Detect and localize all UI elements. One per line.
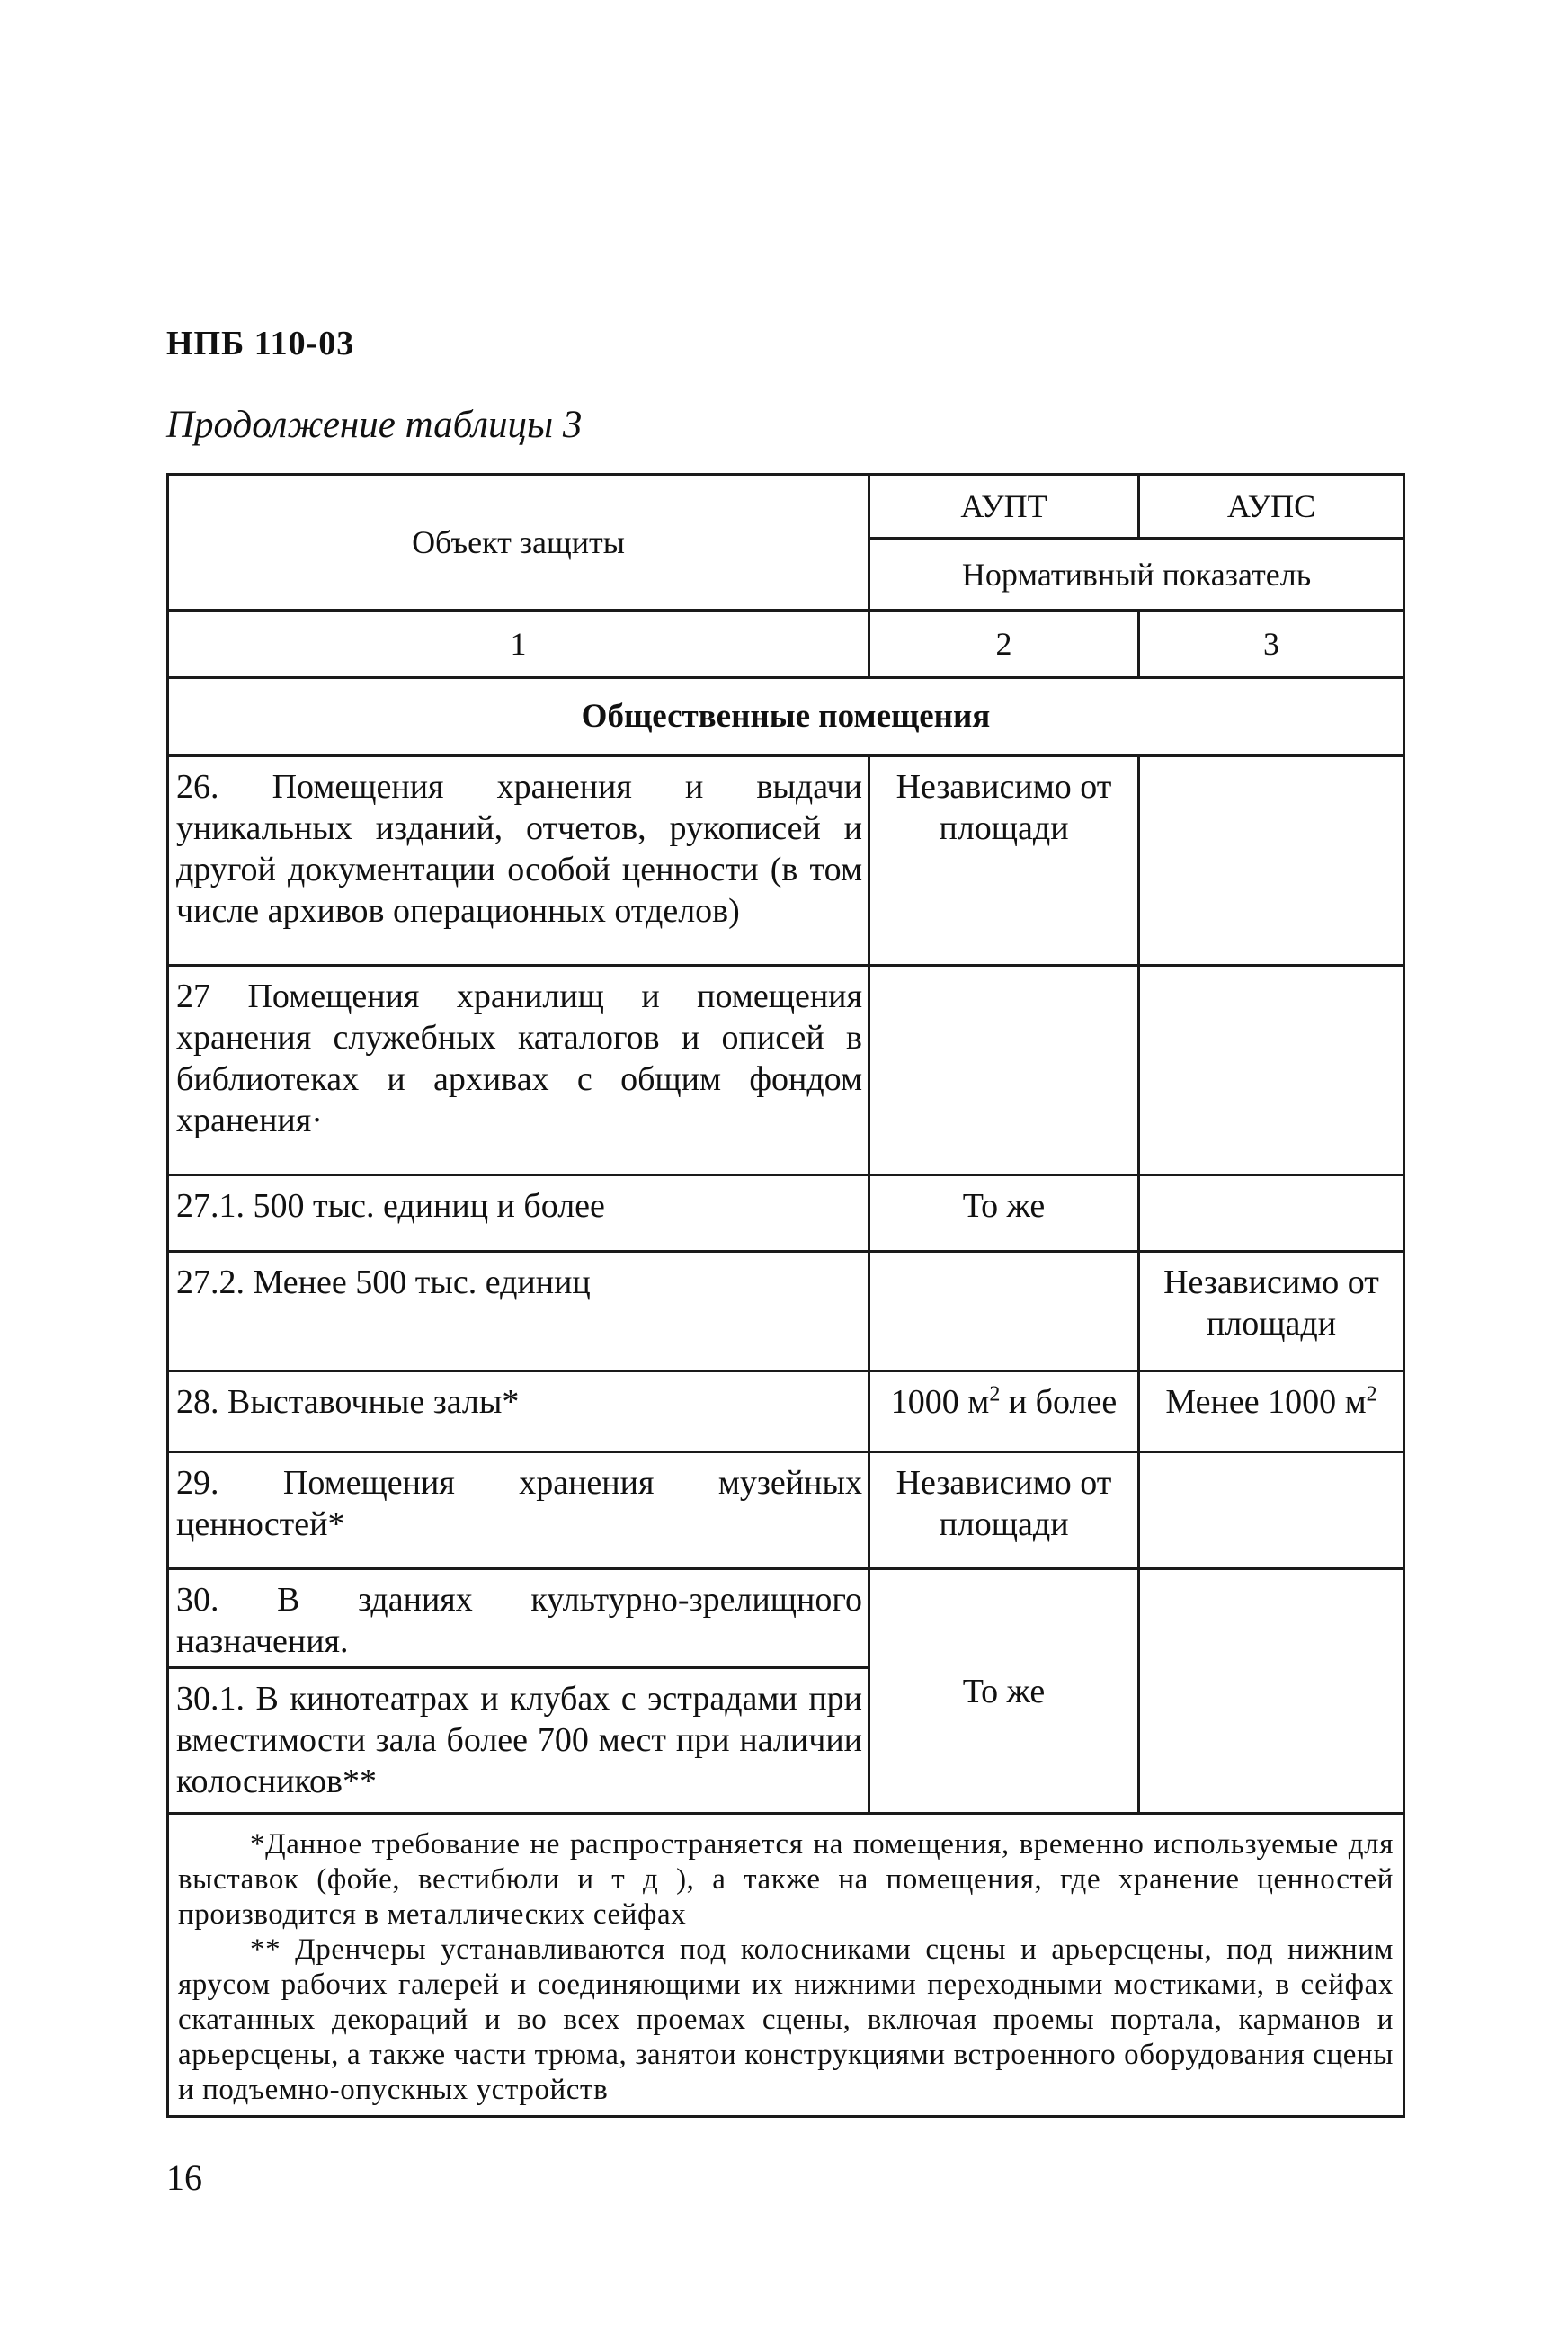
section-title: Общественные помещения [168,678,1404,756]
row-object: 29. Помещения хранения музейных ценностей* [168,1452,869,1569]
notes-row [168,1814,1404,2117]
row-aupt [869,966,1139,1175]
section-row [168,678,1404,756]
document-code: НПБ 110-03 [166,325,355,362]
footnote-double-asterisk: ** Дренчеры устанавливаются под колосниками сцены и арьерсцены, под нижним ярусом рабочих галерей и соединяющими их нижними переходными мостиками, в сейфах скатанных декораций и во всех проемах сцены, включая проемы портала, карманов и арьерсцены, а также части трюма, занятои конструкциями встроенного оборудования сцены и подъемно-опускных устройств [178,1933,1394,2106]
table-row [168,1452,1404,1569]
header-normative: Нормативный показатель [869,539,1404,611]
row-object: 30.1. В кинотеатрах и клубах с эстрадами при вместимости зала более 700 мест при наличии колосников** [168,1668,869,1814]
table-row [168,966,1404,1175]
row-object: 27.2. Менее 500 тыс. единиц [168,1252,869,1371]
aupt-unit-exponent: 2 [989,1382,1001,1406]
row-aupt: Независимо от площади [869,1452,1139,1569]
column-number-2: 2 [869,611,1139,678]
aups-unit-exponent: 2 [1366,1382,1377,1406]
footnote-single-asterisk: *Данное требование не распространяется на помещения, временно используемые для выставок (фойе, вестибюли и т д ), а также на помещения, где хранение ценностей производится в металлических сейфах [178,1828,1394,1931]
row-aups [1139,966,1404,1175]
table-row [168,1175,1404,1252]
row-aupt: Независимо от площади [869,756,1139,966]
row-aups: Независимо от площади [1139,1252,1404,1371]
header-aups: АУПС [1139,475,1404,539]
row-aupt: То же [869,1175,1139,1252]
header-object: Объект защиты [168,475,869,611]
column-number-1: 1 [168,611,869,678]
table-notes [168,1814,1404,2117]
column-number-3: 3 [1139,611,1404,678]
norms-table [166,473,1405,2118]
table-row [168,1371,1404,1452]
header-aupt: АУПТ [869,475,1139,539]
aupt-value-tail: и более [1000,1383,1118,1421]
row-object: 26. Помещения хранения и выдачи уникальных изданий, отчетов, рукописей и другой документации особой ценности (в том числе архивов операционных отделов) [168,756,869,966]
row-object: 30. В зданиях культурно-зрелищного назначения. [168,1569,869,1668]
row-object: 28. Выставочные залы* [168,1371,869,1452]
row-aupt-merged: То же [869,1569,1139,1814]
table-continuation-title: Продолжение таблицы 3 [166,404,583,446]
row-aups-merged [1139,1569,1404,1814]
row-aups [1139,1452,1404,1569]
row-object: 27 Помещения хранилищ и помещения хранения служебных каталогов и описей в библиотеках и архивах с общим фондом хранения· [168,966,869,1175]
row-aupt [869,1252,1139,1371]
row-aupt [869,1371,1139,1452]
aupt-value: 1000 м [890,1383,990,1421]
page-number: 16 [166,2157,202,2198]
row-object: 27.1. 500 тыс. единиц и более [168,1175,869,1252]
row-aups [1139,1371,1404,1452]
table-row [168,1252,1404,1371]
row-aups [1139,1175,1404,1252]
table-row [168,1569,1404,1668]
column-numbers-row [168,611,1404,678]
row-aups [1139,756,1404,966]
aups-value: Менее 1000 м [1165,1383,1367,1421]
table-row [168,756,1404,966]
